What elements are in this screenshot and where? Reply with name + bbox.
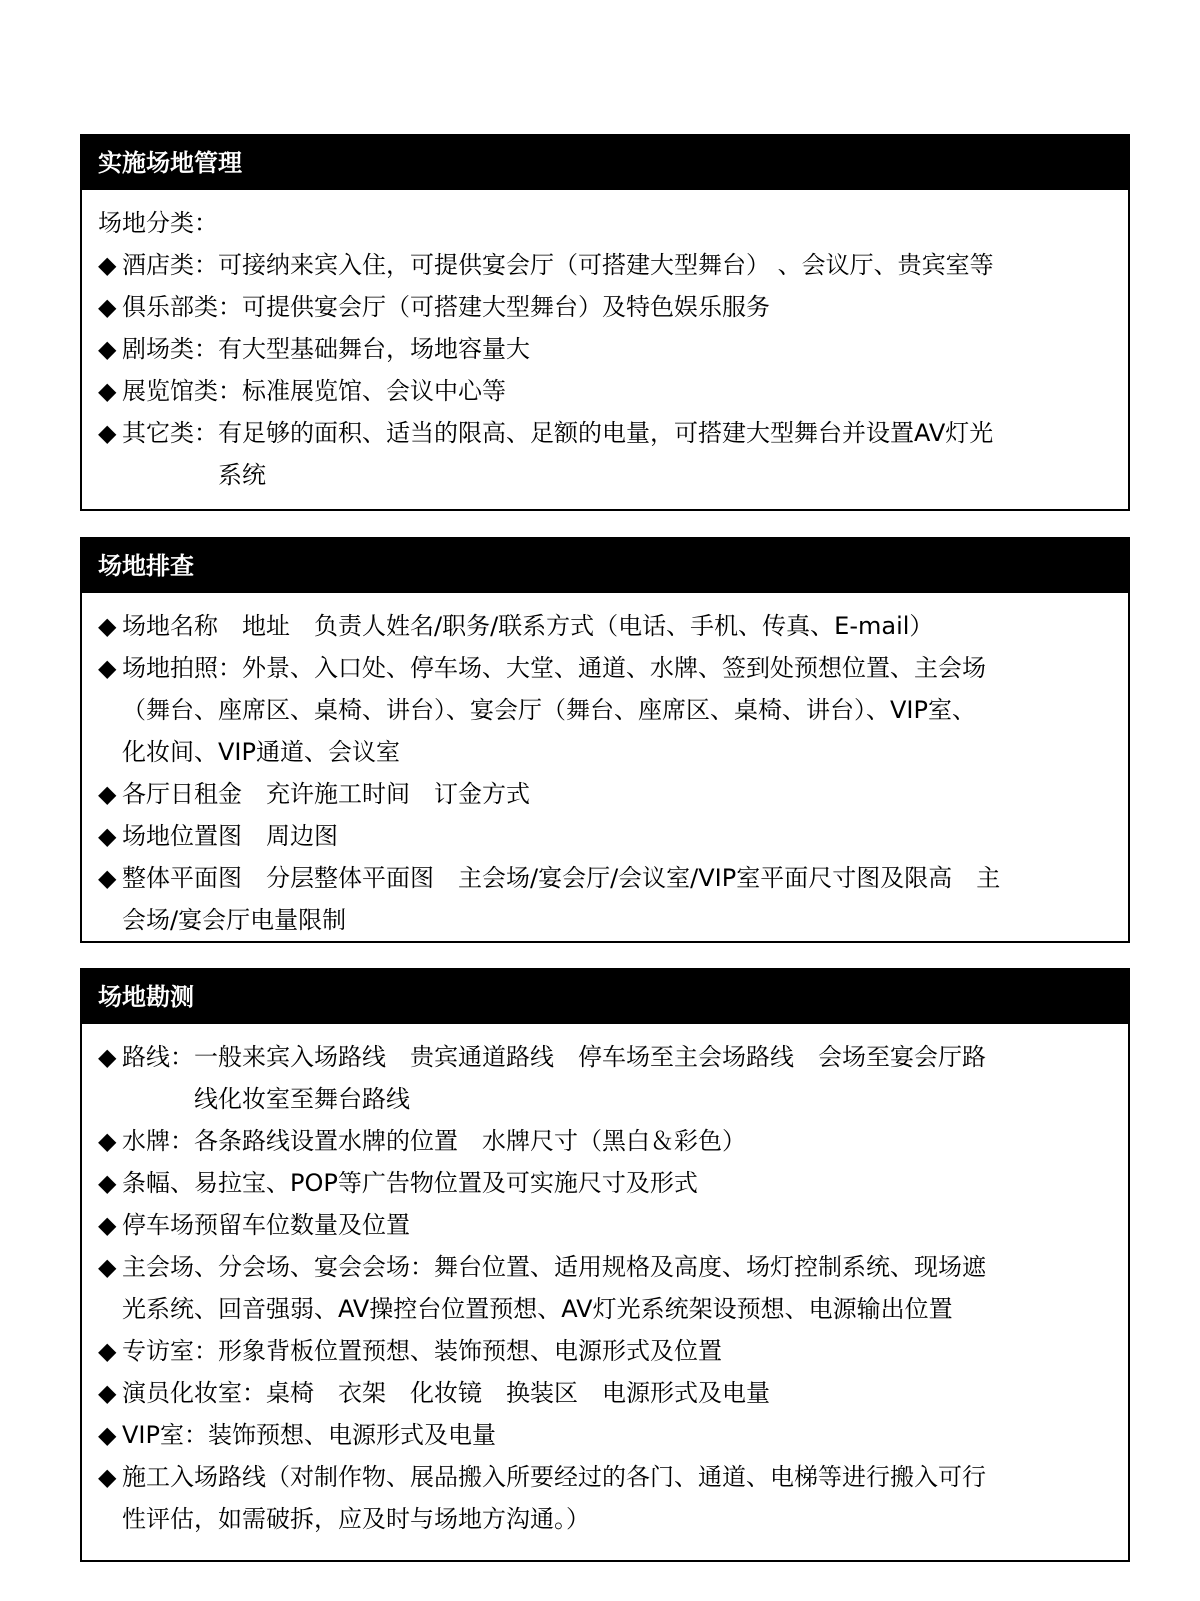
item-label: 展览馆类： xyxy=(122,377,242,405)
diamond-bullet-icon: ◆ xyxy=(98,1169,117,1197)
list-item xyxy=(98,857,1112,941)
list-item xyxy=(98,1120,1112,1162)
diamond-bullet-icon: ◆ xyxy=(98,1337,117,1365)
item-label: 路线： xyxy=(122,1043,194,1071)
list-item xyxy=(98,1456,1112,1540)
diamond-bullet-icon: ◆ xyxy=(98,612,117,640)
diamond-bullet-icon: ◆ xyxy=(98,335,117,363)
section-body xyxy=(82,1024,1128,1540)
item-text: 施工入场路线（对制作物、展品搬入所要经过的各门、通道、电梯等进行搬入可行 性评估，如需破拆，应及时与场地方沟通。） xyxy=(122,1463,986,1533)
item-text: 标准展览馆、会议中心等 xyxy=(242,377,506,405)
item-text: 可接纳来宾入住，可提供宴会厅（可搭建大型舞台） 、会议厅、贵宾室等 xyxy=(218,251,994,279)
list-item xyxy=(98,1036,1112,1120)
section-venue-survey xyxy=(80,968,1130,1562)
item-text: 有足够的面积、适当的限高、足额的电量，可搭建大型舞台并设置AV灯光 系统 xyxy=(218,419,994,489)
item-text: 可提供宴会厅（可搭建大型舞台）及特色娱乐服务 xyxy=(242,293,770,321)
diamond-bullet-icon: ◆ xyxy=(98,1379,117,1407)
diamond-bullet-icon: ◆ xyxy=(98,1253,117,1281)
list-item xyxy=(98,1246,1112,1330)
section-title: 场地勘测 xyxy=(82,970,1128,1024)
diamond-bullet-icon: ◆ xyxy=(98,251,117,279)
section-venue-management xyxy=(80,134,1130,511)
diamond-bullet-icon: ◆ xyxy=(98,780,117,808)
section-body xyxy=(82,593,1128,941)
item-label: 剧场类： xyxy=(122,335,218,363)
diamond-bullet-icon: ◆ xyxy=(98,822,117,850)
item-text: 有大型基础舞台，场地容量大 xyxy=(218,335,530,363)
diamond-bullet-icon: ◆ xyxy=(98,1043,117,1071)
item-text: 专访室：形象背板位置预想、装饰预想、电源形式及位置 xyxy=(122,1337,722,1365)
section-venue-inspection xyxy=(80,537,1130,943)
diamond-bullet-icon: ◆ xyxy=(98,654,117,682)
list-item xyxy=(98,1372,1112,1414)
diamond-bullet-icon: ◆ xyxy=(98,293,117,321)
diamond-bullet-icon: ◆ xyxy=(98,1463,117,1491)
item-text: 一般来宾入场路线 贵宾通道路线 停车场至主会场路线 会场至宴会厅路 线化妆室至舞台路线 xyxy=(194,1043,986,1113)
list-item xyxy=(98,286,1112,328)
item-text: 场地拍照：外景、入口处、停车场、大堂、通道、水牌、签到处预想位置、主会场 （舞台、座席区、桌椅、讲台）、宴会厅（舞台、座席区、桌椅、讲台）、VIP室、 化妆间、VIP通道、会议室 xyxy=(122,654,986,766)
list-item xyxy=(98,244,1112,286)
item-label: 俱乐部类： xyxy=(122,293,242,321)
item-text: 整体平面图 分层整体平面图 主会场/宴会厅/会议室/VIP室平面尺寸图及限高 主 会场/宴会厅电量限制 xyxy=(122,864,1001,934)
list-item xyxy=(98,605,1112,647)
diamond-bullet-icon: ◆ xyxy=(98,1211,117,1239)
list-item xyxy=(98,1414,1112,1456)
section-title: 实施场地管理 xyxy=(82,136,1128,190)
list-item xyxy=(98,815,1112,857)
item-label: 其它类： xyxy=(122,419,218,447)
item-text: VIP室：装饰预想、电源形式及电量 xyxy=(122,1421,496,1449)
list-item xyxy=(98,328,1112,370)
list-item xyxy=(98,1330,1112,1372)
venue-category-intro: 场地分类： xyxy=(98,209,218,237)
list-item xyxy=(98,1162,1112,1204)
item-text: 各厅日租金 充许施工时间 订金方式 xyxy=(122,780,530,808)
item-text: 主会场、分会场、宴会会场：舞台位置、适用规格及高度、场灯控制系统、现场遮 光系统、回音强弱、AV操控台位置预想、AV灯光系统架设预想、电源输出位置 xyxy=(122,1253,986,1323)
diamond-bullet-icon: ◆ xyxy=(98,1127,117,1155)
item-text: 演员化妆室：桌椅 衣架 化妆镜 换装区 电源形式及电量 xyxy=(122,1379,770,1407)
diamond-bullet-icon: ◆ xyxy=(98,377,117,405)
list-item xyxy=(98,412,1112,496)
item-text: 场地位置图 周边图 xyxy=(122,822,338,850)
section-body xyxy=(82,190,1128,496)
list-item xyxy=(98,647,1112,773)
diamond-bullet-icon: ◆ xyxy=(98,419,117,447)
item-text: 场地名称 地址 负责人姓名/职务/联系方式（电话、手机、传真、E-mail） xyxy=(122,612,934,640)
list-item xyxy=(98,1204,1112,1246)
item-text: 停车场预留车位数量及位置 xyxy=(122,1211,410,1239)
item-text: 条幅、易拉宝、POP等广告物位置及可实施尺寸及形式 xyxy=(122,1169,698,1197)
list-item xyxy=(98,773,1112,815)
section-title: 场地排查 xyxy=(82,539,1128,593)
item-label: 酒店类： xyxy=(122,251,218,279)
diamond-bullet-icon: ◆ xyxy=(98,864,117,892)
item-text: 水牌：各条路线设置水牌的位置 水牌尺寸（黑白＆彩色） xyxy=(122,1127,746,1155)
diamond-bullet-icon: ◆ xyxy=(98,1421,117,1449)
list-item xyxy=(98,370,1112,412)
